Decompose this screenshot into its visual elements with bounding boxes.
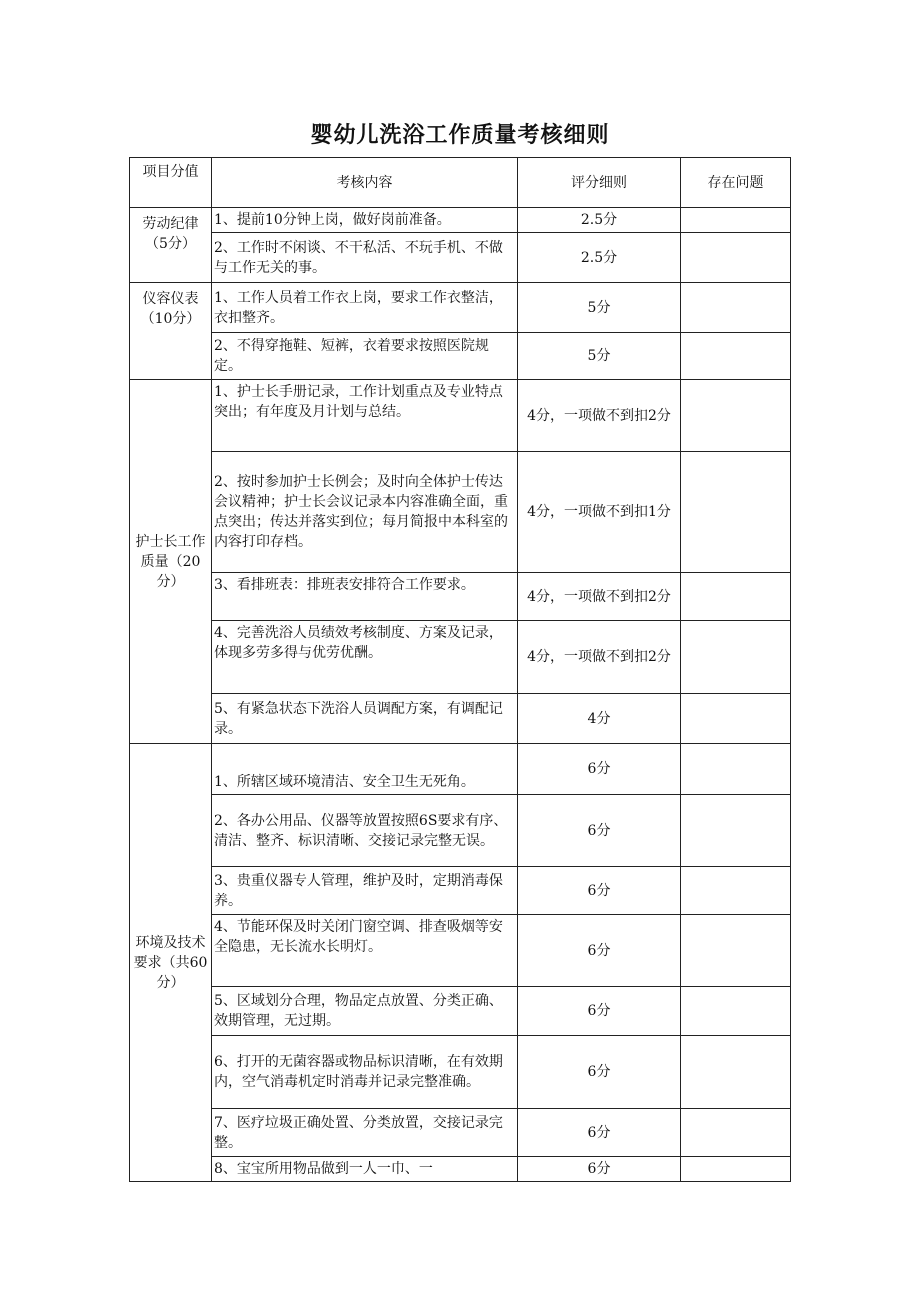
table-row: [130, 795, 791, 867]
issue-cell[interactable]: [681, 621, 791, 694]
issue-cell[interactable]: [681, 795, 791, 867]
score-cell: 2.5分: [518, 208, 681, 233]
content-cell: 7、医疗垃圾正确处置、分类放置，交接记录完整。: [212, 1109, 518, 1157]
table-row: [130, 621, 791, 694]
issue-cell[interactable]: [681, 915, 791, 987]
content-cell: 1、提前10分钟上岗，做好岗前准备。: [212, 208, 518, 233]
header-content: 考核内容: [212, 158, 518, 208]
issue-cell[interactable]: [681, 573, 791, 621]
assessment-table: [129, 157, 791, 1182]
issue-cell[interactable]: [681, 233, 791, 283]
score-cell: 6分: [518, 867, 681, 915]
table-row: [130, 333, 791, 380]
table-row: [130, 380, 791, 452]
score-cell: 4分，一项做不到扣1分: [518, 452, 681, 573]
score-cell: 6分: [518, 915, 681, 987]
category-cell: 劳动纪律（5分）: [130, 208, 212, 283]
content-cell: 4、完善洗浴人员绩效考核制度、方案及记录，体现多劳多得与优劳优酬。: [212, 621, 518, 694]
table-row: [130, 744, 791, 795]
issue-cell[interactable]: [681, 867, 791, 915]
table-row: [130, 283, 791, 333]
header-category: 项目分值: [130, 158, 212, 208]
issue-cell[interactable]: [681, 1109, 791, 1157]
category-cell: 护士长工作质量（20分）: [130, 380, 212, 744]
page-title: 婴幼儿洗浴工作质量考核细则: [310, 123, 610, 148]
content-cell: 3、贵重仪器专人管理，维护及时，定期消毒保养。: [212, 867, 518, 915]
score-cell: 2.5分: [518, 233, 681, 283]
issue-cell[interactable]: [681, 1157, 791, 1182]
content-cell: 2、工作时不闲谈、不干私活、不玩手机、不做与工作无关的事。: [212, 233, 518, 283]
issue-cell[interactable]: [681, 694, 791, 744]
table-row: [130, 987, 791, 1036]
table-row: [130, 208, 791, 233]
content-cell: 2、不得穿拖鞋、短裤，衣着要求按照医院规定。: [212, 333, 518, 380]
content-cell: 3、看排班表：排班表安排符合工作要求。: [212, 573, 518, 621]
table-row: [130, 1157, 791, 1182]
issue-cell[interactable]: [681, 744, 791, 795]
issue-cell[interactable]: [681, 1036, 791, 1109]
score-cell: 6分: [518, 1109, 681, 1157]
table-row: [130, 1109, 791, 1157]
score-cell: 6分: [518, 1036, 681, 1109]
content-cell: 1、所辖区域环境清洁、安全卫生无死角。: [212, 744, 518, 795]
table-row: [130, 867, 791, 915]
table-row: [130, 694, 791, 744]
score-cell: 4分，一项做不到扣2分: [518, 621, 681, 694]
score-cell: 6分: [518, 795, 681, 867]
content-cell: 1、工作人员着工作衣上岗，要求工作衣整洁，衣扣整齐。: [212, 283, 518, 333]
category-cell: 仪容仪表（10分）: [130, 283, 212, 380]
issue-cell[interactable]: [681, 380, 791, 452]
issue-cell[interactable]: [681, 333, 791, 380]
content-cell: 1、护士长手册记录，工作计划重点及专业特点突出；有年度及月计划与总结。: [212, 380, 518, 452]
content-cell: 8、宝宝所用物品做到一人一巾、一: [212, 1157, 518, 1182]
score-cell: 4分，一项做不到扣2分: [518, 573, 681, 621]
content-cell: 6、打开的无菌容器或物品标识清晰，在有效期内，空气消毒机定时消毒并记录完整准确。: [212, 1036, 518, 1109]
score-cell: 4分: [518, 694, 681, 744]
content-cell: 2、按时参加护士长例会；及时向全体护士传达会议精神；护士长会议记录本内容准确全面，重点突出；传达并落实到位；每月简报中本科室的内容打印存档。: [212, 452, 518, 573]
score-cell: 5分: [518, 283, 681, 333]
content-cell: 2、各办公用品、仪器等放置按照6S要求有序、清洁、整齐、标识清晰、交接记录完整无误。: [212, 795, 518, 867]
score-cell: 6分: [518, 987, 681, 1036]
table-row: [130, 915, 791, 987]
score-cell: 4分，一项做不到扣2分: [518, 380, 681, 452]
issue-cell[interactable]: [681, 987, 791, 1036]
issue-cell[interactable]: [681, 283, 791, 333]
header-score: 评分细则: [518, 158, 681, 208]
score-cell: 5分: [518, 333, 681, 380]
content-cell: 4、节能环保及时关闭门窗空调、排查吸烟等安全隐患，无长流水长明灯。: [212, 915, 518, 987]
table-row: [130, 452, 791, 573]
content-cell: 5、区域划分合理，物品定点放置、分类正确、效期管理，无过期。: [212, 987, 518, 1036]
table-row: [130, 1036, 791, 1109]
score-cell: 6分: [518, 1157, 681, 1182]
issue-cell[interactable]: [681, 452, 791, 573]
header-issues: 存在问题: [681, 158, 791, 208]
score-cell: 6分: [518, 744, 681, 795]
header-row: [130, 158, 791, 208]
category-cell: 环境及技术要求（共60分）: [130, 744, 212, 1182]
table-row: [130, 573, 791, 621]
content-cell: 5、有紧急状态下洗浴人员调配方案，有调配记录。: [212, 694, 518, 744]
issue-cell[interactable]: [681, 208, 791, 233]
table-row: [130, 233, 791, 283]
